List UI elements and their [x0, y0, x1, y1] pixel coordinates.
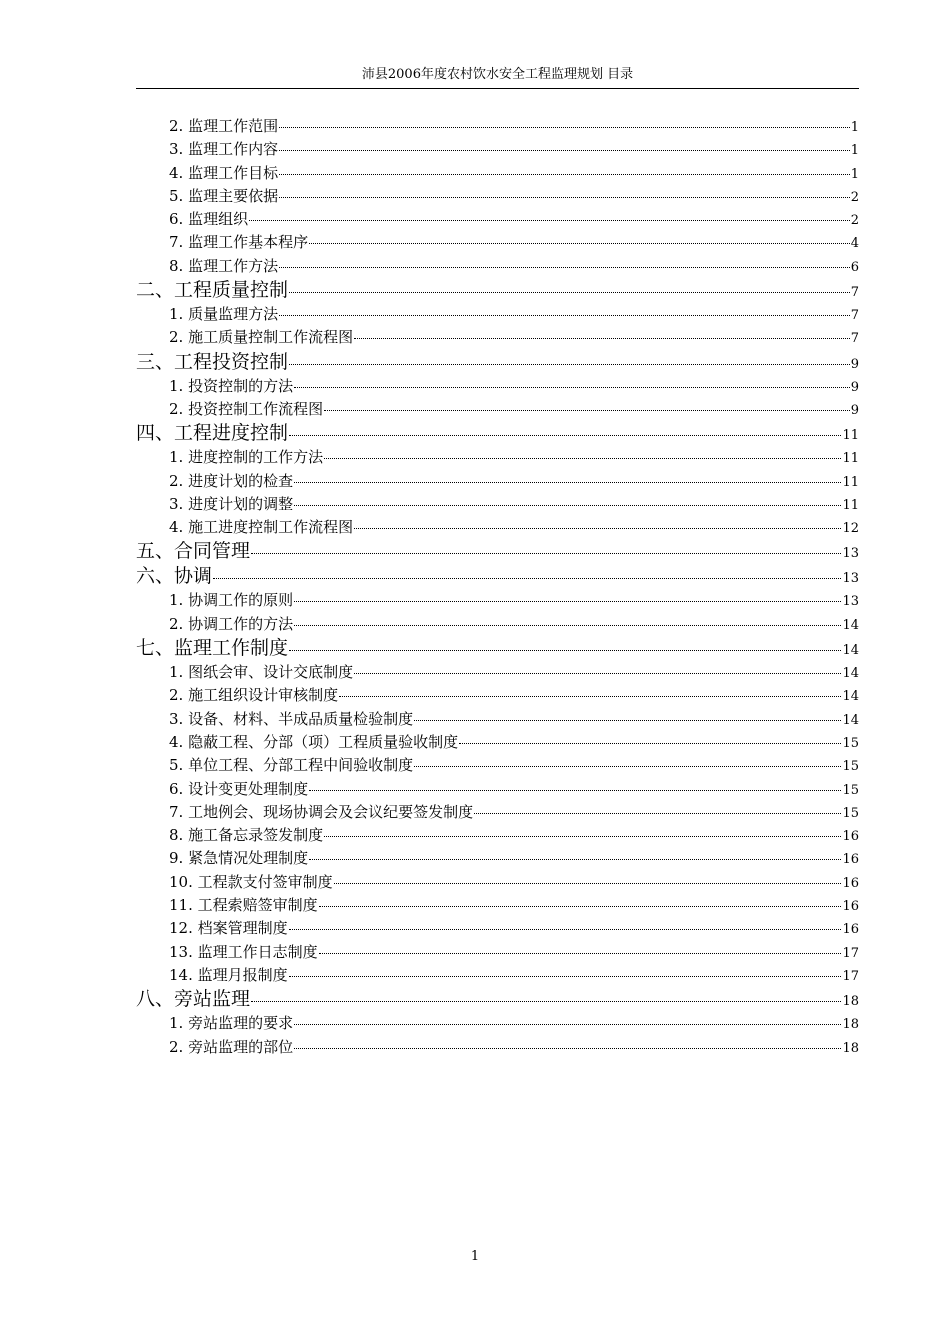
toc-section-entry[interactable] — [136, 708, 859, 731]
toc-entry-page: 1 — [850, 120, 859, 135]
header-title: 沛县2006年度农村饮水安全工程监理规划 目录 — [361, 67, 634, 82]
toc-entry-page: 15 — [842, 782, 859, 798]
toc-entry-title: 7. 工地例会、现场协调会及会议纪要签发制度 — [169, 802, 474, 821]
page-header — [136, 66, 859, 89]
toc-entry-title: 六、协调 — [136, 565, 213, 588]
toc-dot-leader — [249, 219, 850, 221]
toc-dot-leader — [289, 649, 841, 651]
toc-chapter-entry[interactable] — [136, 564, 859, 589]
toc-dot-leader — [213, 577, 841, 579]
toc-section-entry[interactable] — [136, 493, 859, 516]
toc-dot-leader — [309, 242, 850, 244]
toc-entry-title: 3. 设备、材料、半成品质量检验制度 — [169, 709, 414, 728]
toc-entry-page: 7 — [850, 285, 859, 301]
toc-entry-title: 6. 设计变更处理制度 — [169, 779, 309, 798]
toc-section-entry[interactable] — [136, 731, 859, 754]
toc-chapter-entry[interactable] — [136, 987, 859, 1012]
toc-entry-title: 五、合同管理 — [136, 540, 251, 563]
toc-section-entry[interactable] — [136, 589, 859, 612]
toc-entry-title: 二、工程质量控制 — [136, 279, 289, 302]
toc-entry-page: 17 — [842, 968, 859, 984]
toc-entry-page: 14 — [842, 712, 859, 728]
toc-entry-page: 11 — [842, 474, 859, 490]
toc-entry-title: 10. 工程款支付签审制度 — [169, 872, 333, 891]
toc-entry-page: 1 — [850, 166, 859, 182]
toc-section-entry[interactable] — [136, 470, 859, 493]
toc-entry-title: 2. 施工组织设计审核制度 — [169, 686, 339, 705]
toc-entry-page: 18 — [842, 1017, 859, 1033]
toc-entry-page: 9 — [850, 379, 859, 395]
toc-entry-title: 12. 档案管理制度 — [169, 919, 288, 938]
toc-entry-title: 2. 协调工作的方法 — [169, 614, 294, 633]
toc-entry-title: 1. 旁站监理的要求 — [169, 1014, 294, 1033]
toc-entry-title: 2. 进度计划的检查 — [169, 471, 294, 490]
toc-entry-page: 11 — [842, 428, 859, 444]
toc-dot-leader — [289, 363, 850, 365]
toc-section-entry[interactable] — [136, 801, 859, 824]
toc-chapter-entry[interactable] — [136, 421, 859, 446]
toc-entry-page: 7 — [850, 331, 859, 347]
toc-dot-leader — [414, 719, 841, 721]
toc-entry-page: 12 — [842, 521, 859, 537]
toc-section-entry[interactable] — [136, 778, 859, 801]
toc-entry-page: 11 — [842, 451, 859, 467]
toc-entry-title: 2. 监理工作范围 — [169, 117, 279, 135]
toc-entry-title: 1. 协调工作的原则 — [169, 591, 294, 610]
toc-entry-title: 6. 监理组织 — [169, 210, 249, 229]
page-number: 1 — [470, 1249, 480, 1264]
toc-entry-title: 三、工程投资控制 — [136, 350, 289, 373]
toc-entry-page: 15 — [842, 735, 859, 751]
toc-entry-title: 4. 监理工作目标 — [169, 163, 279, 182]
toc-entry-title: 八、旁站监理 — [136, 988, 251, 1011]
toc-entry-title: 14. 监理月报制度 — [169, 965, 288, 984]
toc-dot-leader — [319, 952, 842, 954]
toc-entry-title: 9. 紧急情况处理制度 — [169, 849, 309, 868]
toc-section-entry[interactable] — [136, 255, 859, 278]
toc-section-entry[interactable] — [136, 516, 859, 539]
toc-section-entry[interactable] — [136, 326, 859, 349]
toc-entry-title: 2. 旁站监理的部位 — [169, 1037, 294, 1056]
toc-section-entry[interactable] — [136, 871, 859, 894]
toc-dot-leader — [354, 337, 850, 339]
toc-entry-page: 18 — [842, 994, 859, 1010]
toc-dot-leader — [294, 386, 850, 388]
toc-entry-page: 14 — [842, 666, 859, 682]
toc-dot-leader — [279, 173, 850, 175]
toc-entry-page: 2 — [850, 189, 859, 205]
toc-entry-page: 16 — [842, 852, 859, 868]
toc-dot-leader — [289, 434, 841, 436]
toc-section-entry[interactable] — [136, 185, 859, 208]
toc-chapter-entry[interactable] — [136, 350, 859, 375]
toc-section-entry[interactable] — [136, 398, 859, 421]
toc-entry-title: 3. 进度计划的调整 — [169, 494, 294, 513]
toc-section-entry[interactable] — [136, 208, 859, 231]
toc-entry-page: 16 — [842, 875, 859, 891]
toc-entry-title: 1. 进度控制的工作方法 — [169, 448, 324, 467]
toc-dot-leader — [354, 672, 841, 674]
page-footer — [0, 1249, 950, 1264]
table-of-contents — [136, 115, 859, 1059]
toc-entry-title: 11. 工程索赔签审制度 — [169, 896, 318, 915]
toc-section-entry[interactable] — [136, 661, 859, 684]
toc-entry-page: 6 — [850, 259, 859, 275]
toc-section-entry[interactable] — [136, 115, 859, 138]
toc-entry-page: 13 — [842, 546, 859, 562]
toc-entry-page: 1 — [850, 143, 859, 159]
toc-section-entry[interactable] — [136, 847, 859, 870]
toc-entry-title: 四、工程进度控制 — [136, 422, 289, 445]
toc-section-entry[interactable] — [136, 684, 859, 707]
toc-entry-page: 14 — [842, 689, 859, 705]
toc-dot-leader — [289, 975, 842, 977]
toc-chapter-entry[interactable] — [136, 278, 859, 303]
toc-dot-leader — [279, 126, 850, 128]
toc-chapter-entry[interactable] — [136, 636, 859, 661]
toc-entry-title: 8. 监理工作方法 — [169, 256, 279, 275]
toc-section-entry[interactable] — [136, 162, 859, 185]
toc-dot-leader — [309, 858, 841, 860]
toc-dot-leader — [289, 291, 850, 293]
toc-entry-title: 3. 监理工作内容 — [169, 140, 279, 159]
toc-dot-leader — [251, 1000, 841, 1002]
toc-dot-leader — [339, 695, 841, 697]
toc-section-entry[interactable] — [136, 824, 859, 847]
toc-entry-title: 1. 图纸会审、设计交底制度 — [169, 663, 354, 682]
toc-dot-leader — [294, 1047, 841, 1049]
toc-entry-title: 5. 监理主要依据 — [169, 186, 279, 205]
toc-section-entry[interactable] — [136, 1036, 859, 1059]
toc-dot-leader — [294, 624, 841, 626]
toc-section-entry[interactable] — [136, 231, 859, 254]
toc-dot-leader — [334, 882, 842, 884]
toc-entry-page: 13 — [842, 571, 859, 587]
toc-entry-title: 2. 施工质量控制工作流程图 — [169, 328, 354, 347]
toc-dot-leader — [279, 149, 850, 151]
toc-entry-title: 1. 质量监理方法 — [169, 305, 279, 324]
toc-section-entry[interactable] — [136, 964, 859, 987]
toc-entry-page: 2 — [850, 213, 859, 229]
toc-chapter-entry[interactable] — [136, 539, 859, 564]
toc-entry-title: 4. 隐蔽工程、分部（项）工程质量验收制度 — [169, 732, 459, 751]
toc-dot-leader — [324, 457, 841, 459]
toc-entry-page: 16 — [842, 829, 859, 845]
toc-section-entry[interactable] — [136, 917, 859, 940]
toc-entry-page: 15 — [842, 805, 859, 821]
toc-dot-leader — [324, 835, 841, 837]
toc-entry-page: 16 — [842, 922, 859, 938]
toc-entry-page: 14 — [842, 643, 859, 659]
toc-dot-leader — [294, 481, 841, 483]
toc-dot-leader — [414, 765, 841, 767]
toc-entry-title: 7. 监理工作基本程序 — [169, 233, 309, 252]
toc-dot-leader — [294, 600, 841, 602]
toc-entry-title: 13. 监理工作日志制度 — [169, 942, 318, 961]
toc-entry-page: 9 — [850, 402, 859, 418]
toc-section-entry[interactable] — [136, 303, 859, 326]
toc-dot-leader — [279, 314, 850, 316]
toc-entry-page: 14 — [842, 617, 859, 633]
toc-entry-title: 4. 施工进度控制工作流程图 — [169, 518, 354, 537]
toc-dot-leader — [459, 742, 841, 744]
toc-dot-leader — [294, 504, 841, 506]
toc-section-entry[interactable] — [136, 754, 859, 777]
toc-entry-title: 2. 投资控制工作流程图 — [169, 399, 324, 418]
toc-entry-page: 16 — [842, 899, 859, 915]
toc-entry-page: 7 — [850, 308, 859, 324]
toc-entry-title: 1. 投资控制的方法 — [169, 376, 294, 395]
toc-entry-page: 17 — [842, 945, 859, 961]
toc-section-entry[interactable] — [136, 375, 859, 398]
toc-entry-title: 8. 施工备忘录签发制度 — [169, 826, 324, 845]
toc-entry-page: 9 — [850, 356, 859, 372]
toc-dot-leader — [354, 527, 841, 529]
toc-dot-leader — [289, 928, 842, 930]
toc-dot-leader — [251, 552, 841, 554]
toc-entry-title: 5. 单位工程、分部工程中间验收制度 — [169, 756, 414, 775]
toc-entry-page: 13 — [842, 594, 859, 610]
toc-entry-page: 4 — [850, 236, 859, 252]
toc-entry-title: 七、监理工作制度 — [136, 637, 289, 660]
toc-section-entry[interactable] — [136, 941, 859, 964]
toc-dot-leader — [279, 196, 850, 198]
toc-section-entry[interactable] — [136, 1012, 859, 1035]
toc-section-entry[interactable] — [136, 613, 859, 636]
toc-dot-leader — [279, 266, 850, 268]
toc-section-entry[interactable] — [136, 446, 859, 469]
toc-dot-leader — [294, 1023, 841, 1025]
toc-entry-page: 18 — [842, 1040, 859, 1056]
toc-dot-leader — [474, 812, 841, 814]
toc-dot-leader — [309, 789, 841, 791]
toc-dot-leader — [319, 905, 842, 907]
toc-dot-leader — [324, 409, 850, 411]
toc-section-entry[interactable] — [136, 894, 859, 917]
toc-section-entry[interactable] — [136, 138, 859, 161]
toc-entry-page: 15 — [842, 759, 859, 775]
toc-entry-page: 11 — [842, 497, 859, 513]
